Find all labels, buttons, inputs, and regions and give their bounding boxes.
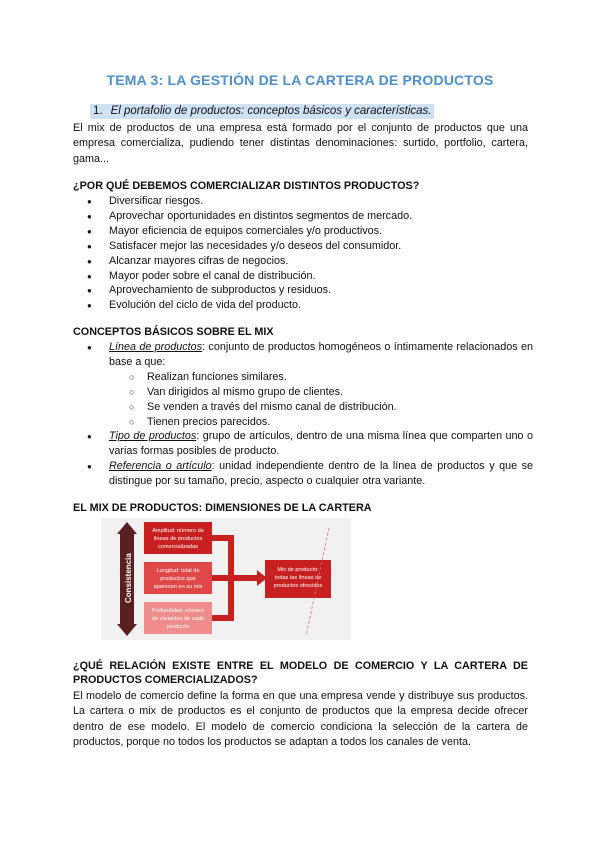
list-item: ● Mayor eficiencia de equipos comerciales y/o productivos. [73, 224, 533, 239]
box2-line: Longitud: total de [156, 568, 200, 574]
mix-dimensions-diagram [101, 518, 351, 640]
relation-heading-line1: ¿QUÉ RELACIÓN EXISTE ENTRE EL MODELO DE COMERCIO Y LA CARTERA DE [73, 660, 528, 672]
box1-line: comercializadas [157, 544, 199, 550]
linea-sublist [109, 370, 533, 430]
section-heading [90, 104, 434, 119]
why-list [73, 194, 533, 313]
box2-line: aparecen en su mix [153, 584, 203, 590]
section-number: 1. [93, 105, 103, 117]
tipo-term: Tipo de productos [109, 430, 197, 443]
list-item: ● Alcanzar mayores cifras de negocios. [73, 254, 533, 269]
box3-line: de variantes de cada [152, 616, 204, 622]
page-title: TEMA 3: LA GESTIÓN DE LA CARTERA DE PRODUCTOS [106, 72, 494, 88]
arrow-down-icon [117, 624, 137, 636]
box3-line: Profundidad: número [151, 608, 205, 614]
concepts-heading: CONCEPTOS BÁSICOS SOBRE EL MIX [73, 326, 274, 338]
side-label: Consistencia [124, 553, 133, 603]
intro-paragraph: El mix de productos de una empresa está formado por el conjunto de productos que una empresa comercializa, pudiendo tener distintas denominaciones: surtido, portfolio, cartera, gama... [73, 122, 528, 165]
section-label: El portafolio de productos: conceptos básicos y características. [110, 105, 432, 117]
list-item: ● Aprovechar oportunidades en distintos segmentos de mercado. [73, 209, 533, 224]
concept-referencia [73, 459, 533, 489]
linea-term: Línea de productos [109, 341, 203, 353]
list-item: ● Diversificar riesgos. [73, 194, 533, 209]
result-line: productos ofrecidos [273, 583, 323, 589]
tipo-def: : grupo de artículos, dentro de una misma línea que comparten uno o varias formas posibles de producto. [109, 430, 533, 458]
list-item: ○ Van dirigidos al mismo grupo de clientes. [109, 385, 533, 400]
arrow-up-icon [117, 522, 137, 534]
result-line: Mix de producto: [277, 567, 319, 573]
result-line: todas las líneas de [274, 575, 322, 581]
list-item: ● Evolución del ciclo de vida del producto. [73, 298, 533, 313]
box2-line: productos que [160, 576, 196, 582]
box3-line: producto [167, 624, 189, 630]
linea-def: : conjunto de productos homogéneos o íntimamente relacionados en base a que: [109, 341, 533, 368]
ref-def: : unidad independiente dentro de la línea de productos y que se distingue por su tamaño, precio, aspecto o cualquier otra variante. [109, 460, 534, 488]
box1-line: líneas de productos [153, 536, 203, 542]
concept-linea [73, 340, 533, 429]
concept-tipo [73, 429, 533, 459]
relation-heading-line2: PRODUCTOS COMERCIALIZADOS? [73, 674, 258, 686]
list-item: ○ Se venden a través del mismo canal de distribución. [109, 400, 533, 415]
list-item: ○ Tienen precios parecidos. [109, 415, 533, 430]
relation-paragraph: El modelo de comercio define la forma en que una empresa vende y distribuye sus productos. La cartera o mix de productos es el conjunto de productos que la empresa decide ofrecer dentro de ese modelo. El modelo de comercio condiciona la selección de la cartera de productos, porque no todos los productos se adaptan a todos los canales de venta. [73, 690, 528, 749]
list-item: ● Satisfacer mejor las necesidades y/o deseos del consumidor. [73, 239, 533, 254]
concepts-list [73, 340, 533, 489]
list-item: ● Aprovechamiento de subproductos y residuos. [73, 283, 533, 298]
box1-line: Amplitud: número de [152, 528, 204, 534]
diagram-svg [101, 518, 351, 640]
ref-term: Referencia o artículo [109, 460, 212, 473]
list-item: ● Mayor poder sobre el canal de distribución. [73, 269, 533, 284]
mix-heading: EL MIX DE PRODUCTOS: DIMENSIONES DE LA CARTERA [73, 502, 372, 514]
list-item: ○ Realizan funciones similares. [109, 370, 533, 385]
why-heading: ¿POR QUÉ DEBEMOS COMERCIALIZAR DISTINTOS PRODUCTOS? [73, 180, 420, 192]
connector-bar [212, 575, 257, 581]
